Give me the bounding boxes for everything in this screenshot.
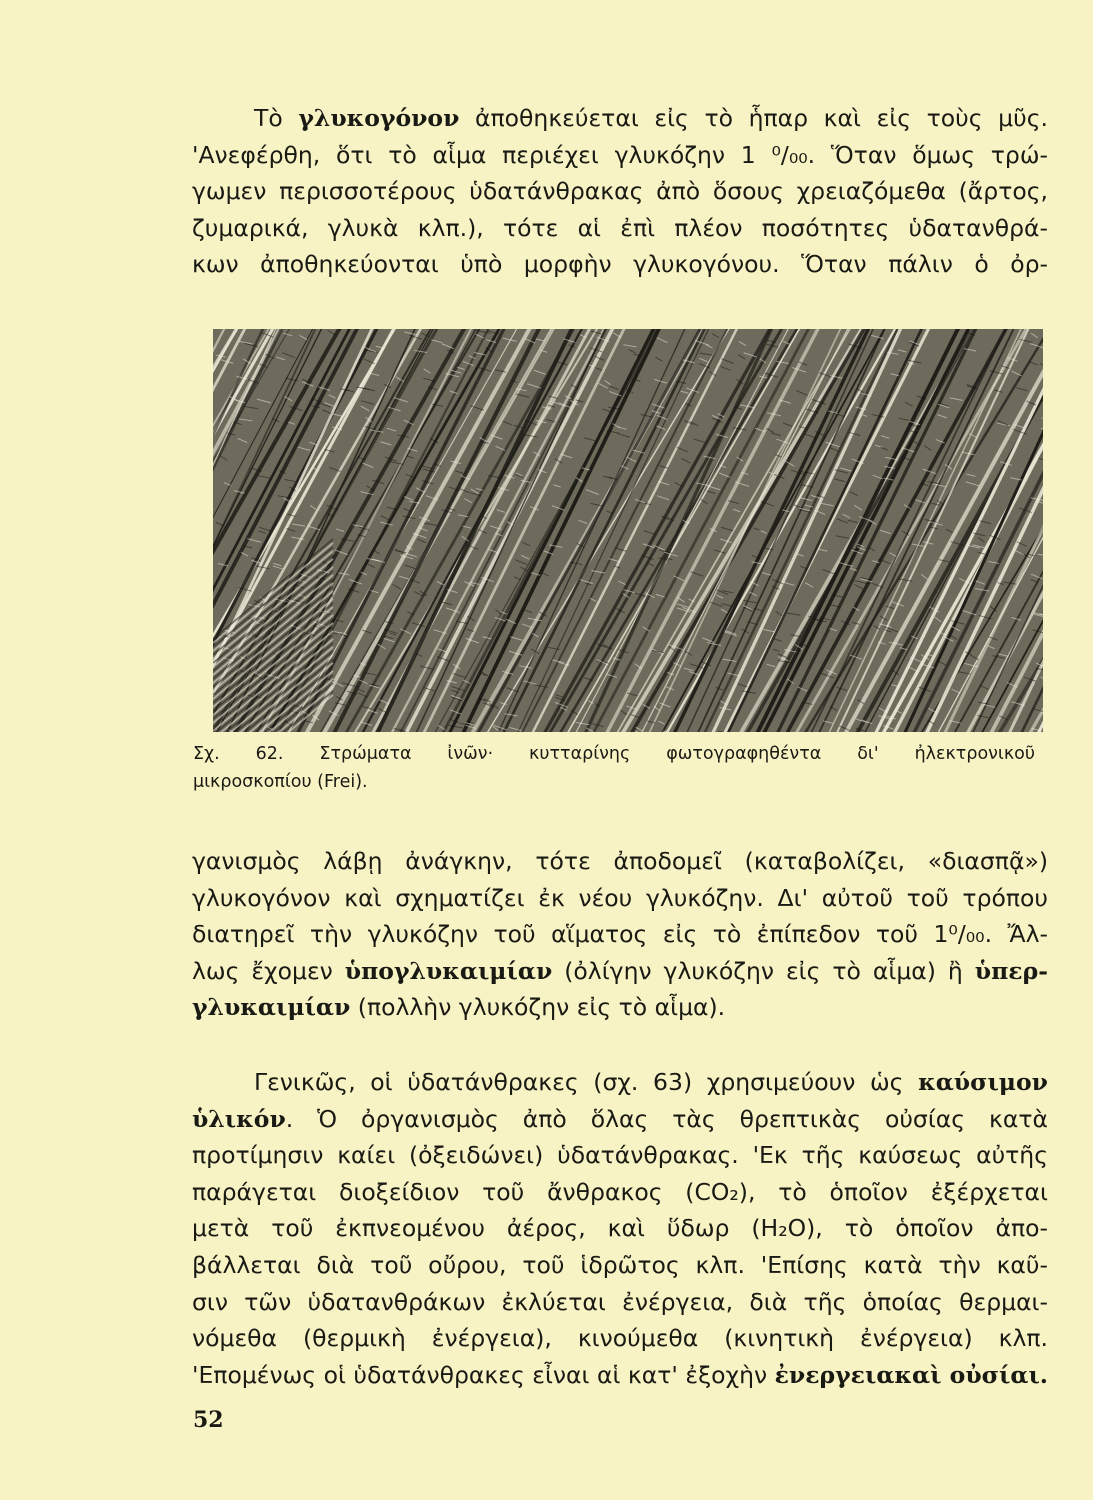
page-number: 52 xyxy=(193,1407,224,1433)
term-material: ὑλικόν xyxy=(192,1104,286,1133)
text-line: προτίμησιν καίει (ὀξειδώνει) ὑδατάνθρακας. 'Εκ τῆς καύσεως αὐτῆς xyxy=(192,1141,1048,1170)
text-line: λως ἔχομεν ὑπογλυκαιμίαν (ὀλίγην γλυκόζην εἰς τὸ αἷμα) ἢ ὑπερ- xyxy=(192,956,1048,985)
figure-caption xyxy=(193,740,1035,796)
term-hyperglycemia: ὑπερ- xyxy=(974,956,1048,985)
cellulose-fibers-micrograph xyxy=(213,329,1043,732)
text-line: γανισμὸς λάβῃ ἀνάγκην, τότε ἀποδομεῖ (καταβολίζει, «διασπᾷ») xyxy=(192,847,1048,875)
caption-line: μικροσκοπίου (Frei). xyxy=(193,772,368,792)
paragraph-glycogen-storage xyxy=(192,100,1048,283)
text-line: βάλλεται διὰ τοῦ οὔρου, τοῦ ἱδρῶτος κλπ. 'Επίσης κατὰ τὴν καῦ- xyxy=(192,1250,1048,1279)
text-line: ζυμαρικά, γλυκὰ κλπ.), τότε αἱ ἐπὶ πλέον ποσότητες ὑδατανθρά- xyxy=(192,213,1048,242)
term-fuel: καύσιμον xyxy=(918,1068,1048,1096)
term-energy-substances: ἐνεργειακαὶ οὐσίαι. xyxy=(774,1360,1048,1389)
text-line: διατηρεῖ τὴν γλυκόζην τοῦ αἵματος εἰς τὸ ἐπίπεδον τοῦ 1⁰/₀₀. Ἄλ- xyxy=(192,920,1048,949)
text-line: νόμεθα (θερμικὴ ἐνέργεια), κινούμεθα (κινητικὴ ἐνέργεια) κλπ. xyxy=(192,1324,1048,1353)
text-line: ὑλικόν. Ὁ ὀργανισμὸς ἀπὸ ὅλας τὰς θρεπτικὰς οὐσίας κατὰ xyxy=(192,1104,1048,1133)
text-line: παράγεται διοξείδιον τοῦ ἄνθρακος (CO₂), τὸ ὁποῖον ἐξέρχεται xyxy=(192,1177,1048,1206)
text-line: 'Επομένως οἱ ὑδατάνθρακες εἶναι αἱ κατ' ἐξοχὴν ἐνεργειακαὶ οὐσίαι. xyxy=(192,1360,1048,1389)
text-line: γλυκογόνον καὶ σχηματίζει ἐκ νέου γλυκόζην. Δι' αὐτοῦ τοῦ τρόπου xyxy=(192,883,1048,912)
text-line: κων ἀποθηκεύονται ὑπὸ μορφὴν γλυκογόνου. Ὅταν πάλιν ὁ ὀρ- xyxy=(192,250,1048,279)
paragraph-glycogen-breakdown xyxy=(192,843,1048,1026)
term-glycogen: γλυκογόνον xyxy=(298,104,460,132)
term-hypoglycemia: ὑπογλυκαιμίαν xyxy=(344,956,553,985)
micrograph-image xyxy=(213,329,1043,732)
caption-line: Σχ. 62. Στρώματα ἰνῶν· κυτταρίνης φωτογραφηθέντα δι' ἠλεκτρονικοῦ xyxy=(193,744,1035,764)
paragraph-carbohydrates-fuel xyxy=(192,1064,1048,1393)
text-line: 'Ανεφέρθη, ὅτι τὸ αἷμα περιέχει γλυκόζην 1 ⁰/₀₀. Ὅταν ὅμως τρώ- xyxy=(192,140,1048,169)
text-line: γωμεν περισσοτέρους ὑδατάνθρακας ἀπὸ ὅσους χρειαζόμεθα (ἄρτος, xyxy=(192,177,1048,206)
text-line: σιν τῶν ὑδατανθράκων ἐκλύεται ἐνέργεια, διὰ τῆς ὁποίας θερμαι- xyxy=(192,1287,1048,1316)
text-line: Τὸ γλυκογόνον ἀποθηκεύεται εἰς τὸ ἧπαρ καὶ εἰς τοὺς μῦς. xyxy=(254,104,1048,132)
text-line: Γενικῶς, οἱ ὑδατάνθρακες (σχ. 63) χρησιμεύουν ὡς καύσιμον xyxy=(254,1068,1048,1096)
text-line: γλυκαιμίαν (πολλὴν γλυκόζην εἰς τὸ αἷμα). xyxy=(192,993,726,1022)
text-line: μετὰ τοῦ ἐκπνεομένου ἀέρος, καὶ ὕδωρ (H₂O), τὸ ὁποῖον ἀπο- xyxy=(192,1214,1048,1243)
term-hyperglycemia: γλυκαιμίαν xyxy=(192,993,351,1022)
